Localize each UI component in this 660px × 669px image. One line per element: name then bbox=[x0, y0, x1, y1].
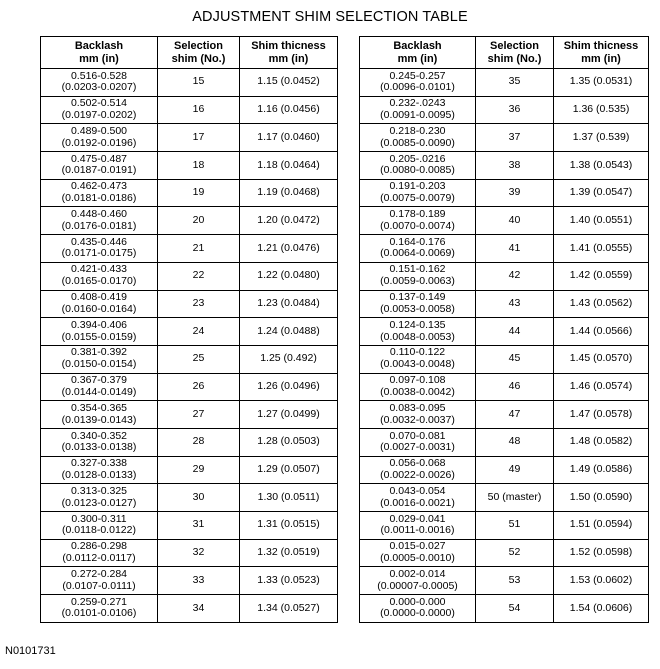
backlash-cell bbox=[41, 152, 158, 180]
shim-thickness-cell: 1.42 (0.0559) bbox=[554, 262, 649, 290]
table-row bbox=[41, 179, 338, 207]
table-row bbox=[41, 345, 338, 373]
backlash-mm: 0.245-0.257 bbox=[389, 69, 446, 82]
shim-thickness-cell: 1.24 (0.0488) bbox=[240, 318, 338, 346]
table-row bbox=[360, 318, 649, 346]
backlash-in: (0.0080-0.0085) bbox=[380, 164, 455, 177]
shim-thickness-cell: 1.49 (0.0586) bbox=[554, 456, 649, 484]
table-row bbox=[360, 124, 649, 152]
selection-shim-cell: 33 bbox=[158, 567, 240, 595]
backlash-cell bbox=[360, 152, 476, 180]
backlash-in: (0.0091-0.0095) bbox=[380, 109, 455, 122]
backlash-mm: 0.435-0.446 bbox=[70, 235, 128, 248]
table-row bbox=[360, 373, 649, 401]
backlash-mm: 0.151-0.162 bbox=[389, 263, 446, 276]
backlash-mm: 0.015-0.027 bbox=[389, 540, 446, 553]
shim-thickness-cell: 1.33 (0.0523) bbox=[240, 567, 338, 595]
header-thickness-line2: mm (in) bbox=[268, 52, 309, 65]
backlash-mm: 0.164-0.176 bbox=[389, 235, 446, 248]
shim-thickness-cell: 1.52 (0.0598) bbox=[554, 539, 649, 567]
backlash-cell bbox=[41, 456, 158, 484]
backlash-cell bbox=[41, 235, 158, 263]
selection-shim-cell: 21 bbox=[158, 235, 240, 263]
backlash-in: (0.0075-0.0079) bbox=[380, 192, 455, 205]
selection-shim-cell: 28 bbox=[158, 428, 240, 456]
table-row bbox=[360, 539, 649, 567]
table-row bbox=[360, 484, 649, 512]
figure-id: N0101731 bbox=[5, 645, 56, 657]
shim-thickness-cell: 1.54 (0.0606) bbox=[554, 595, 649, 623]
backlash-mm: 0.421-0.433 bbox=[70, 263, 128, 276]
selection-shim-cell: 19 bbox=[158, 179, 240, 207]
backlash-mm: 0.381-0.392 bbox=[70, 346, 128, 359]
selection-shim-cell: 24 bbox=[158, 318, 240, 346]
table-row bbox=[41, 235, 338, 263]
backlash-in: (0.0000-0.0000) bbox=[380, 607, 455, 620]
selection-shim-cell: 44 bbox=[476, 318, 554, 346]
shim-thickness-cell: 1.27 (0.0499) bbox=[240, 401, 338, 429]
selection-shim-cell: 35 bbox=[476, 69, 554, 97]
backlash-in: (0.0064-0.0069) bbox=[380, 247, 455, 260]
shim-thickness-cell: 1.35 (0.0531) bbox=[554, 69, 649, 97]
shim-thickness-cell: 1.26 (0.0496) bbox=[240, 373, 338, 401]
backlash-cell bbox=[360, 262, 476, 290]
shim-thickness-cell: 1.17 (0.0460) bbox=[240, 124, 338, 152]
selection-shim-cell: 40 bbox=[476, 207, 554, 235]
table-row bbox=[360, 595, 649, 623]
selection-shim-cell: 42 bbox=[476, 262, 554, 290]
shim-table-right-body bbox=[360, 69, 649, 623]
selection-shim-cell: 17 bbox=[158, 124, 240, 152]
backlash-mm: 0.313-0.325 bbox=[70, 484, 128, 497]
header-selection-line2: shim (No.) bbox=[171, 52, 226, 65]
shim-thickness-cell: 1.51 (0.0594) bbox=[554, 512, 649, 540]
backlash-in: (0.0203-0.0207) bbox=[61, 81, 137, 94]
backlash-cell bbox=[41, 512, 158, 540]
header-backlash-line2: mm (in) bbox=[79, 52, 119, 65]
backlash-cell bbox=[41, 539, 158, 567]
header-selection-line2: shim (No.) bbox=[487, 52, 542, 65]
shim-thickness-cell: 1.43 (0.0562) bbox=[554, 290, 649, 318]
header-thickness-line1: Shim thicness bbox=[251, 39, 326, 52]
backlash-mm: 0.462-0.473 bbox=[70, 180, 128, 193]
table-row bbox=[360, 512, 649, 540]
backlash-cell bbox=[41, 595, 158, 623]
backlash-mm: 0.286-0.298 bbox=[70, 540, 128, 553]
backlash-in: (0.0107-0.0111) bbox=[62, 579, 136, 592]
shim-thickness-cell: 1.21 (0.0476) bbox=[240, 235, 338, 263]
table-row bbox=[41, 290, 338, 318]
backlash-in: (0.0048-0.0053) bbox=[380, 330, 455, 343]
backlash-cell bbox=[360, 512, 476, 540]
backlash-mm: 0.367-0.379 bbox=[70, 374, 128, 387]
backlash-mm: 0.475-0.487 bbox=[70, 152, 128, 165]
backlash-in: (0.0197-0.0202) bbox=[61, 109, 137, 122]
selection-shim-cell: 16 bbox=[158, 96, 240, 124]
selection-shim-cell: 41 bbox=[476, 235, 554, 263]
backlash-cell bbox=[41, 318, 158, 346]
backlash-cell bbox=[360, 373, 476, 401]
backlash-in: (0.0118-0.0122) bbox=[62, 524, 136, 537]
backlash-cell bbox=[360, 345, 476, 373]
selection-shim-cell: 34 bbox=[158, 595, 240, 623]
selection-shim-cell: 26 bbox=[158, 373, 240, 401]
backlash-in: (0.0096-0.0101) bbox=[380, 81, 455, 94]
backlash-in: (0.0171-0.0175) bbox=[61, 247, 137, 260]
shim-thickness-cell: 1.41 (0.0555) bbox=[554, 235, 649, 263]
shim-thickness-cell: 1.45 (0.0570) bbox=[554, 345, 649, 373]
table-row bbox=[360, 567, 649, 595]
backlash-cell bbox=[360, 428, 476, 456]
selection-shim-cell: 23 bbox=[158, 290, 240, 318]
shim-thickness-cell: 1.32 (0.0519) bbox=[240, 539, 338, 567]
backlash-cell bbox=[41, 567, 158, 595]
table-row bbox=[41, 207, 338, 235]
table-row bbox=[360, 345, 649, 373]
backlash-in: (0.0043-0.0048) bbox=[380, 358, 455, 371]
shim-thickness-cell: 1.18 (0.0464) bbox=[240, 152, 338, 180]
table-row bbox=[360, 290, 649, 318]
backlash-in: (0.0011-0.0016) bbox=[380, 524, 455, 537]
selection-shim-cell: 15 bbox=[158, 69, 240, 97]
selection-shim-cell: 29 bbox=[158, 456, 240, 484]
header-thickness bbox=[554, 37, 649, 69]
backlash-in: (0.0070-0.0074) bbox=[380, 219, 455, 232]
shim-thickness-cell: 1.37 (0.539) bbox=[554, 124, 649, 152]
selection-shim-cell: 45 bbox=[476, 345, 554, 373]
table-row bbox=[41, 401, 338, 429]
header-thickness-line1: Shim thicness bbox=[563, 39, 639, 52]
table-row bbox=[360, 207, 649, 235]
selection-shim-cell: 22 bbox=[158, 262, 240, 290]
backlash-in: (0.0160-0.0164) bbox=[61, 302, 137, 315]
backlash-mm: 0.327-0.338 bbox=[70, 457, 128, 470]
table-row bbox=[360, 69, 649, 97]
shim-thickness-cell: 1.23 (0.0484) bbox=[240, 290, 338, 318]
backlash-cell bbox=[360, 124, 476, 152]
backlash-cell bbox=[41, 124, 158, 152]
backlash-cell bbox=[41, 428, 158, 456]
selection-shim-cell: 18 bbox=[158, 152, 240, 180]
table-row bbox=[41, 539, 338, 567]
table-row bbox=[41, 152, 338, 180]
selection-shim-cell: 27 bbox=[158, 401, 240, 429]
backlash-mm: 0.097-0.108 bbox=[389, 374, 446, 387]
shim-table-left bbox=[40, 36, 338, 623]
backlash-mm: 0.083-0.095 bbox=[389, 401, 446, 414]
table-row bbox=[41, 373, 338, 401]
selection-shim-cell: 52 bbox=[476, 539, 554, 567]
backlash-mm: 0.448-0.460 bbox=[70, 208, 128, 221]
backlash-in: (0.0112-0.0117) bbox=[62, 552, 136, 565]
backlash-cell bbox=[41, 179, 158, 207]
header-selection bbox=[158, 37, 240, 69]
backlash-mm: 0.043-0.054 bbox=[389, 484, 446, 497]
table-row bbox=[41, 124, 338, 152]
table-row bbox=[41, 567, 338, 595]
backlash-cell bbox=[41, 373, 158, 401]
backlash-mm: 0.178-0.189 bbox=[389, 208, 446, 221]
backlash-in: (0.0187-0.0191) bbox=[61, 164, 137, 177]
shim-thickness-cell: 1.30 (0.0511) bbox=[240, 484, 338, 512]
backlash-mm: 0.232-.0243 bbox=[389, 97, 446, 110]
header-thickness-line2: mm (in) bbox=[581, 52, 621, 65]
header-backlash-line1: Backlash bbox=[74, 39, 124, 52]
backlash-mm: 0.502-0.514 bbox=[70, 97, 128, 110]
selection-shim-cell: 36 bbox=[476, 96, 554, 124]
backlash-cell bbox=[41, 484, 158, 512]
backlash-in: (0.0022-0.0026) bbox=[380, 468, 455, 481]
backlash-cell bbox=[360, 456, 476, 484]
backlash-mm: 0.000-0.000 bbox=[389, 595, 446, 608]
backlash-mm: 0.137-0.149 bbox=[389, 291, 446, 304]
backlash-cell bbox=[41, 262, 158, 290]
backlash-cell bbox=[360, 539, 476, 567]
shim-table-right bbox=[359, 36, 649, 623]
header-backlash-line2: mm (in) bbox=[397, 52, 438, 65]
table-row bbox=[360, 428, 649, 456]
backlash-mm: 0.259-0.271 bbox=[70, 595, 128, 608]
selection-shim-cell: 54 bbox=[476, 595, 554, 623]
backlash-mm: 0.300-0.311 bbox=[71, 512, 127, 525]
table-header-row bbox=[360, 37, 649, 69]
shim-thickness-cell: 1.16 (0.0456) bbox=[240, 96, 338, 124]
backlash-cell bbox=[360, 69, 476, 97]
shim-thickness-cell: 1.22 (0.0480) bbox=[240, 262, 338, 290]
backlash-mm: 0.489-0.500 bbox=[70, 124, 128, 137]
backlash-in: (0.0005-0.0010) bbox=[380, 552, 455, 565]
backlash-in: (0.0059-0.0063) bbox=[380, 275, 455, 288]
selection-shim-cell: 39 bbox=[476, 179, 554, 207]
backlash-in: (0.0176-0.0181) bbox=[61, 219, 137, 232]
shim-thickness-cell: 1.46 (0.0574) bbox=[554, 373, 649, 401]
backlash-mm: 0.340-0.352 bbox=[70, 429, 128, 442]
table-row bbox=[360, 179, 649, 207]
selection-shim-cell: 30 bbox=[158, 484, 240, 512]
shim-thickness-cell: 1.15 (0.0452) bbox=[240, 69, 338, 97]
backlash-mm: 0.002-0.014 bbox=[389, 567, 446, 580]
selection-shim-cell: 25 bbox=[158, 345, 240, 373]
backlash-cell bbox=[41, 345, 158, 373]
backlash-mm: 0.056-0.068 bbox=[389, 457, 446, 470]
table-row bbox=[41, 69, 338, 97]
shim-thickness-cell: 1.50 (0.0590) bbox=[554, 484, 649, 512]
backlash-in: (0.0053-0.0058) bbox=[380, 302, 455, 315]
header-backlash bbox=[360, 37, 476, 69]
selection-shim-cell: 20 bbox=[158, 207, 240, 235]
backlash-in: (0.0101-0.0106) bbox=[61, 607, 137, 620]
table-row bbox=[41, 484, 338, 512]
backlash-in: (0.0192-0.0196) bbox=[61, 136, 137, 149]
backlash-mm: 0.029-0.041 bbox=[389, 512, 446, 525]
backlash-mm: 0.394-0.406 bbox=[70, 318, 128, 331]
table-row bbox=[360, 96, 649, 124]
backlash-mm: 0.272-0.284 bbox=[70, 567, 128, 580]
selection-shim-cell: 31 bbox=[158, 512, 240, 540]
selection-shim-cell: 49 bbox=[476, 456, 554, 484]
backlash-in: (0.0144-0.0149) bbox=[61, 385, 137, 398]
selection-shim-cell: 51 bbox=[476, 512, 554, 540]
table-header-row bbox=[41, 37, 338, 69]
header-selection-line1: Selection bbox=[174, 39, 223, 52]
backlash-mm: 0.110-0.122 bbox=[389, 346, 446, 359]
backlash-in: (0.0133-0.0138) bbox=[61, 441, 137, 454]
backlash-in: (0.00007-0.0005) bbox=[377, 579, 458, 592]
backlash-in: (0.0155-0.0159) bbox=[61, 330, 137, 343]
shim-thickness-cell: 1.40 (0.0551) bbox=[554, 207, 649, 235]
backlash-in: (0.0016-0.0021) bbox=[380, 496, 455, 509]
backlash-in: (0.0038-0.0042) bbox=[380, 385, 455, 398]
header-backlash bbox=[41, 37, 158, 69]
shim-thickness-cell: 1.20 (0.0472) bbox=[240, 207, 338, 235]
table-row bbox=[41, 96, 338, 124]
backlash-in: (0.0032-0.0037) bbox=[380, 413, 455, 426]
backlash-cell bbox=[41, 401, 158, 429]
shim-thickness-cell: 1.25 (0.492) bbox=[240, 345, 338, 373]
backlash-cell bbox=[360, 318, 476, 346]
backlash-mm: 0.124-0.135 bbox=[389, 318, 446, 331]
shim-thickness-cell: 1.34 (0.0527) bbox=[240, 595, 338, 623]
table-row bbox=[41, 456, 338, 484]
shim-thickness-cell: 1.19 (0.0468) bbox=[240, 179, 338, 207]
backlash-in: (0.0123-0.0127) bbox=[61, 496, 137, 509]
header-selection bbox=[476, 37, 554, 69]
shim-thickness-cell: 1.44 (0.0566) bbox=[554, 318, 649, 346]
table-row bbox=[360, 401, 649, 429]
backlash-mm: 0.354-0.365 bbox=[70, 401, 128, 414]
selection-shim-cell: 38 bbox=[476, 152, 554, 180]
shim-thickness-cell: 1.38 (0.0543) bbox=[554, 152, 649, 180]
header-thickness bbox=[240, 37, 338, 69]
backlash-in: (0.0165-0.0170) bbox=[61, 275, 137, 288]
backlash-mm: 0.205-.0216 bbox=[389, 152, 446, 165]
table-row bbox=[41, 318, 338, 346]
backlash-cell bbox=[360, 96, 476, 124]
table-row bbox=[41, 428, 338, 456]
table-row bbox=[41, 595, 338, 623]
selection-shim-cell: 50 (master) bbox=[476, 484, 554, 512]
shim-table-left-body bbox=[41, 69, 338, 623]
selection-shim-cell: 53 bbox=[476, 567, 554, 595]
shim-thickness-cell: 1.53 (0.0602) bbox=[554, 567, 649, 595]
backlash-cell bbox=[41, 207, 158, 235]
backlash-cell bbox=[360, 595, 476, 623]
table-row bbox=[360, 235, 649, 263]
shim-thickness-cell: 1.31 (0.0515) bbox=[240, 512, 338, 540]
header-selection-line1: Selection bbox=[490, 39, 539, 52]
shim-thickness-cell: 1.48 (0.0582) bbox=[554, 428, 649, 456]
shim-thickness-cell: 1.39 (0.0547) bbox=[554, 179, 649, 207]
shim-thickness-cell: 1.47 (0.0578) bbox=[554, 401, 649, 429]
backlash-cell bbox=[360, 567, 476, 595]
shim-thickness-cell: 1.28 (0.0503) bbox=[240, 428, 338, 456]
backlash-cell bbox=[360, 207, 476, 235]
selection-shim-cell: 32 bbox=[158, 539, 240, 567]
shim-thickness-cell: 1.29 (0.0507) bbox=[240, 456, 338, 484]
backlash-in: (0.0139-0.0143) bbox=[61, 413, 137, 426]
backlash-mm: 0.191-0.203 bbox=[389, 180, 446, 193]
table-row bbox=[360, 262, 649, 290]
backlash-in: (0.0085-0.0090) bbox=[380, 136, 455, 149]
backlash-cell bbox=[360, 179, 476, 207]
selection-shim-cell: 37 bbox=[476, 124, 554, 152]
backlash-cell bbox=[360, 290, 476, 318]
backlash-mm: 0.408-0.419 bbox=[70, 291, 128, 304]
selection-shim-cell: 43 bbox=[476, 290, 554, 318]
backlash-cell bbox=[41, 290, 158, 318]
selection-shim-cell: 46 bbox=[476, 373, 554, 401]
backlash-cell bbox=[360, 401, 476, 429]
backlash-mm: 0.516-0.528 bbox=[70, 69, 128, 82]
backlash-cell bbox=[41, 69, 158, 97]
backlash-in: (0.0027-0.0031) bbox=[380, 441, 455, 454]
backlash-cell bbox=[360, 235, 476, 263]
table-row bbox=[41, 262, 338, 290]
selection-shim-cell: 48 bbox=[476, 428, 554, 456]
backlash-mm: 0.218-0.230 bbox=[389, 124, 446, 137]
backlash-cell bbox=[360, 484, 476, 512]
table-row bbox=[360, 152, 649, 180]
backlash-in: (0.0150-0.0154) bbox=[61, 358, 137, 371]
selection-shim-cell: 47 bbox=[476, 401, 554, 429]
page-title: ADJUSTMENT SHIM SELECTION TABLE bbox=[192, 9, 468, 25]
backlash-in: (0.0128-0.0133) bbox=[61, 468, 137, 481]
backlash-mm: 0.070-0.081 bbox=[389, 429, 446, 442]
shim-thickness-cell: 1.36 (0.535) bbox=[554, 96, 649, 124]
header-backlash-line1: Backlash bbox=[393, 39, 442, 52]
table-row bbox=[41, 512, 338, 540]
table-row bbox=[360, 456, 649, 484]
backlash-cell bbox=[41, 96, 158, 124]
backlash-in: (0.0181-0.0186) bbox=[61, 192, 137, 205]
